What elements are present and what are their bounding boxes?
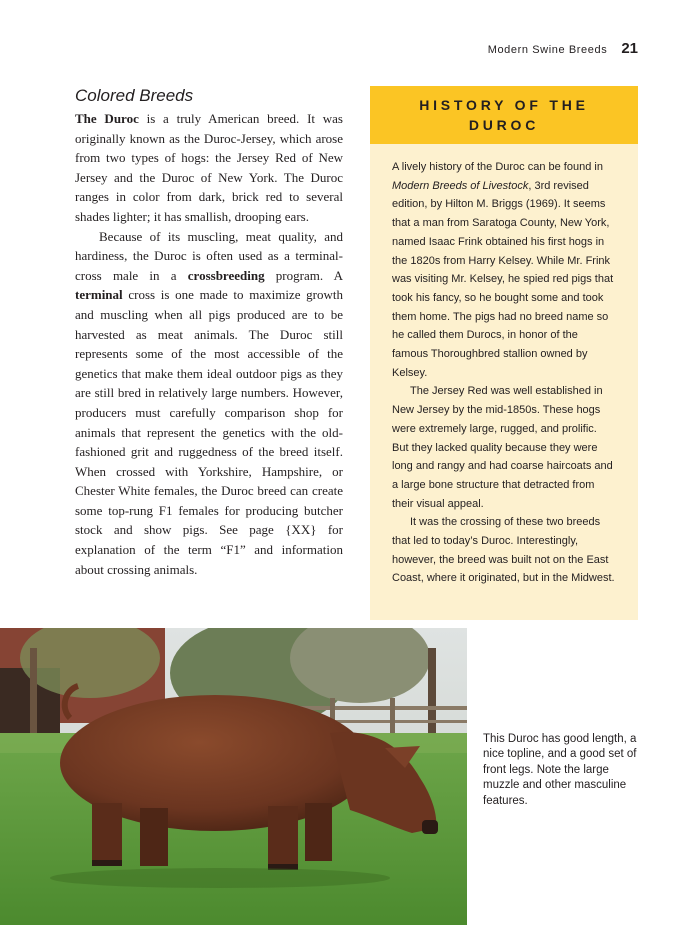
duroc-photo <box>0 628 467 925</box>
sidebar-p1-text-a: A lively history of the Duroc can be found in <box>392 161 603 173</box>
paragraph-2-text-b: program. A <box>264 267 343 283</box>
book-title: Modern Breeds of Livestock <box>392 179 529 192</box>
pig-snout <box>422 820 438 834</box>
sidebar-p1-text-b: , 3rd revised edition, by Hilton M. Briggs (1969). It seems that a man from Saratoga County, New York, named Isaac Frink obtained his first hogs in the 1820s from Harry Kelsey. While Mr. Frink was visiting Mr. Kelsey, he spied red pigs that took his fancy, so he bought some and took them home. The pigs had no breed name so he called them Durocs, in honor of the famous Thoroughbred stallion owned by Kelsey. <box>392 179 614 379</box>
paragraph-2 <box>75 227 343 580</box>
duroc-photo-illustration <box>0 628 467 925</box>
pig-leg <box>268 806 298 868</box>
running-head-title: Modern Swine Breeds <box>487 44 608 56</box>
photo-caption: This Duroc has good length, a nice topline, and a good set of front legs. Note the large muzzle and other masculine features. <box>483 733 637 807</box>
paragraph-2-text-c: cross is one made to maximize growth and muscling when all pigs produced are to be harvested as meat animals. The Duroc still represents some of the most accessible of the genetics that make them ideal outdoor pigs as they are still bred in relatively large numbers. However, producers must carefully comparison shop for animals that represent the genetics with the old-fashioned grit and ruggedness of the breed itself. When crossed with Yorkshire, Hampshire, or Chester White females, the Duroc breed can create some top-rung F1 females for producing butcher stock and show pigs. See page {XX} for explanation of the term “F1” and information about crossing animals. <box>75 287 343 577</box>
main-column <box>75 86 343 579</box>
term-terminal: terminal <box>75 287 123 303</box>
section-heading: Colored Breeds <box>75 86 194 105</box>
paragraph-1-text: is a truly American breed. It was originally known as the Duroc-Jersey, which arose from two types of hogs: the Jersey Red of New Jersey and the Duroc of New York. The Duroc ranges in color from dark, brick red to several shades lighter; it has smallish, drooping ears. <box>75 111 343 224</box>
sidebar-body <box>370 144 638 588</box>
term-duroc: The Duroc <box>75 111 139 126</box>
sidebar-header <box>370 86 638 144</box>
page-number: 21 <box>621 40 638 57</box>
body-text <box>75 109 343 579</box>
sidebar-paragraph-2: The Jersey Red was well established in New Jersey by the mid-1850s. These hogs were extremely large, rugged, and prolific. But they lacked quality because they were long and rangy and had coarse haircoats and a large bone structure that detracted from their visual appeal. <box>392 385 613 510</box>
term-crossbreeding: crossbreeding <box>187 267 265 283</box>
pig-shadow <box>50 868 390 888</box>
sidebar-paragraph-3: It was the crossing of these two breeds that led to today’s Duroc. Interestingly, however, the breed was built not on the East Coast, where it originated, but in the Midwest. <box>392 516 615 585</box>
running-head <box>488 40 638 57</box>
paragraph-2-text-a: Because of its muscling, meat quality, and hardiness, the Duroc is often used as a terminal-cross male in a <box>75 228 343 283</box>
pig-leg <box>305 803 332 861</box>
sidebar-title: HISTORY OF THE DUROC <box>419 97 589 133</box>
pig-leg <box>140 808 168 866</box>
history-sidebar <box>370 86 638 620</box>
paragraph-1 <box>75 109 343 227</box>
sidebar-paragraph-1 <box>392 158 616 382</box>
pig-leg <box>92 803 122 865</box>
